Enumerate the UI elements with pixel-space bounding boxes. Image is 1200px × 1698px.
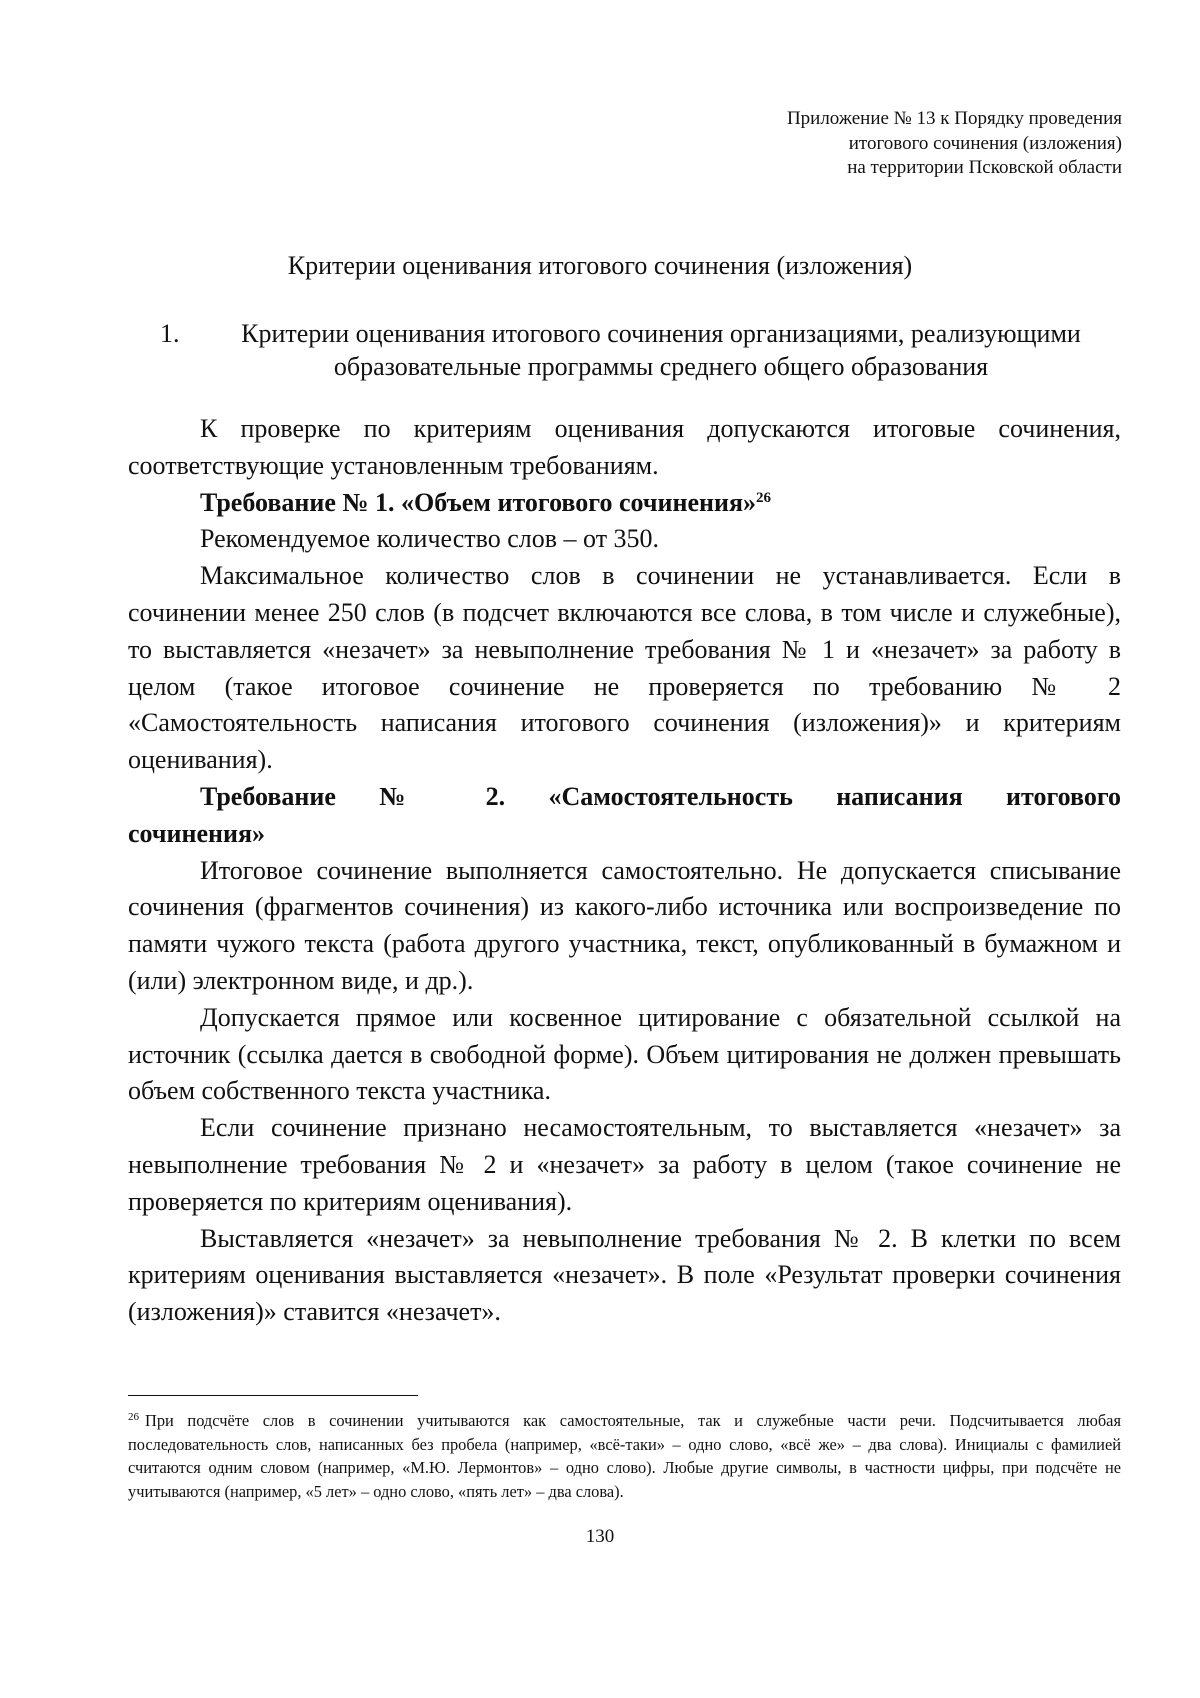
grading-paragraph: Выставляется «незачет» за невыполнение требования № 2. В клетки по всем критериям оценивания выставляется «незачет». В поле «Результат проверки сочинения (изложения)» ставится «незачет».	[128, 1223, 1121, 1327]
header-line: итогового сочинения (изложения)	[848, 132, 1122, 154]
footnote-reference: 26	[756, 489, 772, 506]
requirement-1-heading	[128, 485, 1121, 522]
footnote-number: 26	[128, 1411, 139, 1423]
requirement-1-heading-text: Требование № 1. «Объем итогового сочинения»	[200, 487, 757, 517]
section-number: 1.	[160, 319, 180, 348]
page-number: 130	[585, 1526, 615, 1547]
non-independent-paragraph: Если сочинение признано несамостоятельным, то выставляется «незачет» за невыполнение требования № 2 и «незачет» за работу в целом (такое сочинение не проверяется по критериям оценивания).	[128, 1113, 1121, 1216]
document-body	[128, 411, 1121, 1331]
requirement-1-paragraph: Максимальное количество слов в сочинении не устанавливается. Если в сочинении менее 250 слов (в подсчет включаются все слова, в том числе и служебные), то выставляется «незачет» за невыполнение требования № 1 и «незачет» за работу в целом (такое итоговое сочинение не проверяется по требованию № 2 «Самостоятельность написания итогового сочинения (изложения)» и критериям оценивания).	[128, 561, 1121, 775]
appendix-header	[787, 107, 1122, 181]
recommended-words-paragraph: Рекомендуемое количество слов – от 350.	[200, 524, 660, 554]
header-line: Приложение № 13 к Порядку проведения	[786, 108, 1122, 129]
intro-paragraph: К проверке по критериям оценивания допускаются итоговые сочинения, соответствующие установленным требованиям.	[128, 414, 1121, 480]
requirement-2-heading: Требование № 2. «Самостоятельность написания итогового	[200, 781, 1121, 811]
section-heading	[160, 317, 1122, 383]
footnote	[128, 1409, 1121, 1503]
footnote-divider	[128, 1395, 418, 1396]
section-heading-text: Критерии оценивания итогового сочинения организациями, реализующими образовательные программы среднего общего образования	[241, 319, 1081, 381]
footnote-paragraph	[128, 1409, 1121, 1503]
footnote-text: При подсчёте слов в сочинении учитываются как самостоятельные, так и служебные части речи. Подсчитывается любая последовательность слов, написанных без пробела (например, «всё-таки» – одно слово, «всё же» – два слова). Инициалы с фамилией считаются одним словом (например, «М.Ю. Лермонтов» – одно слово). Любые другие символы, в частности цифры, при подсчёте не учитываются (например, «5 лет» – одно слово, «пять лет» – два слова).	[128, 1411, 1121, 1501]
requirement-2-heading-end: сочинения»	[128, 818, 266, 848]
citation-paragraph: Допускается прямое или косвенное цитирование с обязательной ссылкой на источник (ссылка дается в свободной форме). Объем цитирования не должен превышать объем собственного текста участника.	[128, 1002, 1121, 1106]
document-title: Критерии оценивания итогового сочинения (изложения)	[287, 251, 913, 280]
header-line: на территории Псковской области	[847, 157, 1122, 178]
requirement-2-paragraph: Итоговое сочинение выполняется самостоятельно. Не допускается списывание сочинения (фрагментов сочинения) из какого-либо источника или воспроизведение по памяти чужого текста (работа другого участника, текст, опубликованный в бумажном и (или) электронном виде, и др.).	[128, 855, 1121, 995]
